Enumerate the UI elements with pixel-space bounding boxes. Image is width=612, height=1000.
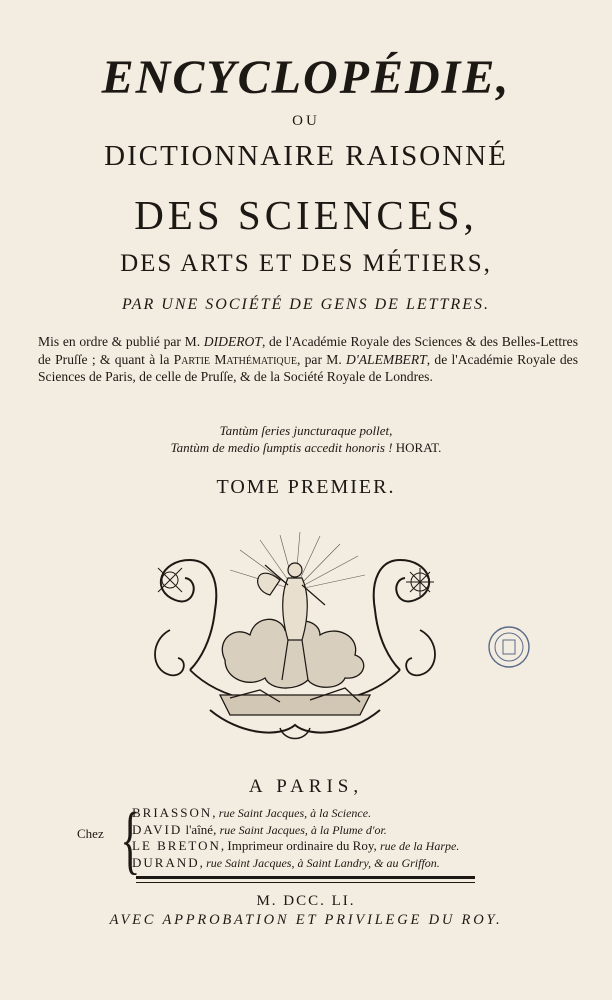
editors-text-1: Mis en ordre & publié par M. xyxy=(38,334,204,349)
double-rule-thin xyxy=(136,882,475,883)
publisher-detail: , Imprimeur ordinaire du Roy, xyxy=(220,838,380,853)
motto-line2: Tantùm de medio ſumptis accedit honoris ! xyxy=(170,440,393,455)
publisher-address: rue de la Harpe. xyxy=(380,839,460,853)
volume-label: TOME PREMIER. xyxy=(216,476,396,498)
editors-text-2: , de l'Académie Royale des Sciences & des Belles-Lettres de Pruſſe ; & quant à la xyxy=(38,334,578,367)
editors-text-3: , par M. xyxy=(296,351,347,367)
publisher-brace: { xyxy=(120,798,141,882)
publisher-address: rue Saint Jacques, à la Science. xyxy=(218,806,372,820)
subtitle-line2: DES SCIENCES, xyxy=(134,192,478,238)
publisher-name: BRIASSON xyxy=(132,805,213,820)
publication-date: M. DCC. LI. xyxy=(256,893,356,909)
publisher-entry xyxy=(132,855,572,872)
publisher-entry xyxy=(132,822,572,839)
motto-attribution: HORAT. xyxy=(395,440,442,455)
publisher-entry xyxy=(132,805,572,822)
publisher-detail: , xyxy=(199,854,207,870)
subtitle-line1: DICTIONNAIRE RAISONNÉ xyxy=(104,140,508,172)
publisher-address: rue Saint Jacques, à Saint Landry, & au Griffon. xyxy=(206,855,440,870)
conjunction: OU xyxy=(292,113,320,129)
editors-paragraph xyxy=(38,333,578,386)
diderot-name: DIDEROT xyxy=(203,334,262,349)
double-rule-thick xyxy=(136,876,475,879)
authorship-line: PAR UNE SOCIÉTÉ DE GENS DE LETTRES. xyxy=(122,296,490,313)
latin-motto xyxy=(0,422,612,456)
publisher-address: rue Saint Jacques, à la Plume d'or. xyxy=(219,822,387,837)
book-title: ENCYCLOPÉDIE, xyxy=(101,51,511,104)
publisher-name: DAVID xyxy=(132,821,183,837)
library-stamp xyxy=(487,625,531,669)
subtitle-line3: DES ARTS ET DES MÉTIERS, xyxy=(120,250,492,277)
publisher-name: LE BRETON xyxy=(132,838,221,853)
chez-label: Chez xyxy=(77,826,104,841)
imprint-place: A PARIS, xyxy=(248,776,364,797)
publisher-detail: l'aîné, xyxy=(182,821,220,837)
publisher-entry xyxy=(132,838,572,855)
publisher-detail: , xyxy=(212,805,219,820)
math-section: Partie Mathématique xyxy=(173,351,297,367)
allegorical-vignette xyxy=(130,520,460,745)
motto-line1: Tantùm ſeries juncturaque pollet, xyxy=(219,423,393,438)
dalembert-name: D'ALEMBERT xyxy=(346,351,427,367)
editors-text-4: , de l'Académie Royale des Sciences de Paris, de celle de Pruſſe, & de la Société Royale de Londres. xyxy=(38,351,578,384)
publisher-name: DURAND xyxy=(132,854,200,870)
publishers-list xyxy=(132,805,572,871)
royal-approbation: AVEC APPROBATION ET PRIVILEGE DU ROY. xyxy=(109,912,503,928)
